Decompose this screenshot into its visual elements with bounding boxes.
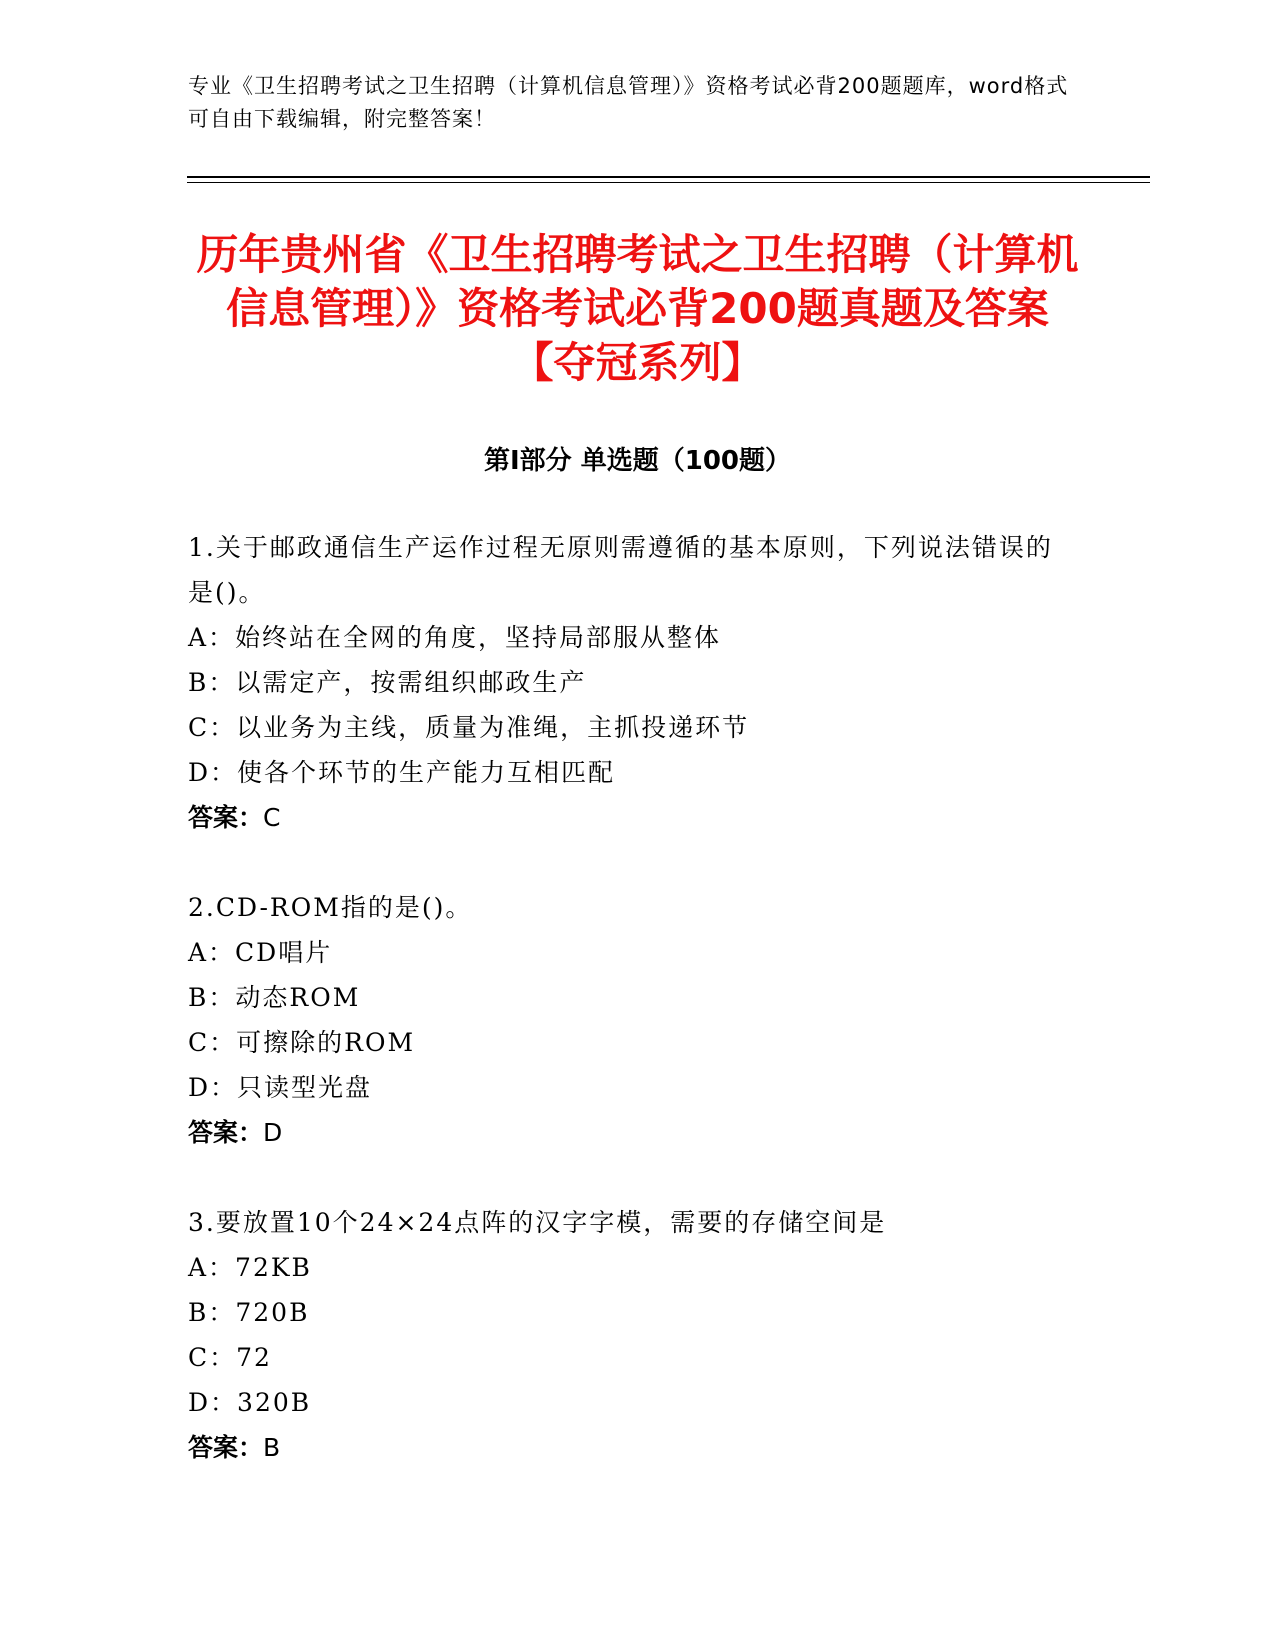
answer-value: B (263, 1433, 281, 1462)
answer-value: C (263, 803, 281, 832)
header-note: 专业《卫生招聘考试之卫生招聘（计算机信息管理）》资格考试必背200题题库，word格式可自由下载编辑，附完整答案！ (188, 74, 1069, 131)
answer-label: 答案： (188, 1118, 264, 1147)
answer-line (188, 795, 1068, 841)
option-a: A：始终站在全网的角度，坚持局部服从整体 (188, 623, 722, 652)
question-stem: 2.CD-ROM指的是()。 (188, 893, 473, 922)
answer-line (188, 1110, 1068, 1156)
question-3 (188, 1200, 1068, 1471)
option-a: A：72KB (188, 1253, 312, 1282)
answer-label: 答案： (188, 1433, 264, 1462)
question-2 (188, 885, 1068, 1156)
option-a: A：CD唱片 (188, 938, 333, 967)
question-1 (188, 525, 1068, 841)
question-list (188, 525, 1068, 1515)
option-d: D：320B (188, 1388, 312, 1417)
section-heading: 第Ⅰ部分 单选题（100题） (484, 446, 791, 476)
question-stem: 3.要放置10个24×24点阵的汉字字模，需要的存储空间是 (188, 1208, 887, 1237)
answer-line (188, 1425, 1068, 1471)
option-d: D：只读型光盘 (188, 1073, 373, 1102)
option-b: B：720B (188, 1298, 310, 1327)
answer-value: D (263, 1118, 283, 1147)
document-title: 历年贵州省《卫生招聘考试之卫生招聘（计算机信息管理）》资格考试必背200题真题及答案【夺冠系列】 (196, 230, 1079, 387)
option-d: D：使各个环节的生产能力互相匹配 (188, 758, 616, 787)
option-b: B：动态ROM (188, 983, 361, 1012)
answer-label: 答案： (188, 803, 264, 832)
option-c: C：72 (188, 1343, 272, 1372)
option-b: B：以需定产，按需组织邮政生产 (188, 668, 587, 697)
option-c: C：以业务为主线，质量为准绳，主抓投递环节 (188, 713, 750, 742)
header-divider-thin (187, 182, 1150, 183)
option-c: C：可擦除的ROM (188, 1028, 416, 1057)
question-stem: 1.关于邮政通信生产运作过程无原则需遵循的基本原则，下列说法错误的是()。 (188, 533, 1053, 607)
header-divider-thick (187, 176, 1150, 178)
